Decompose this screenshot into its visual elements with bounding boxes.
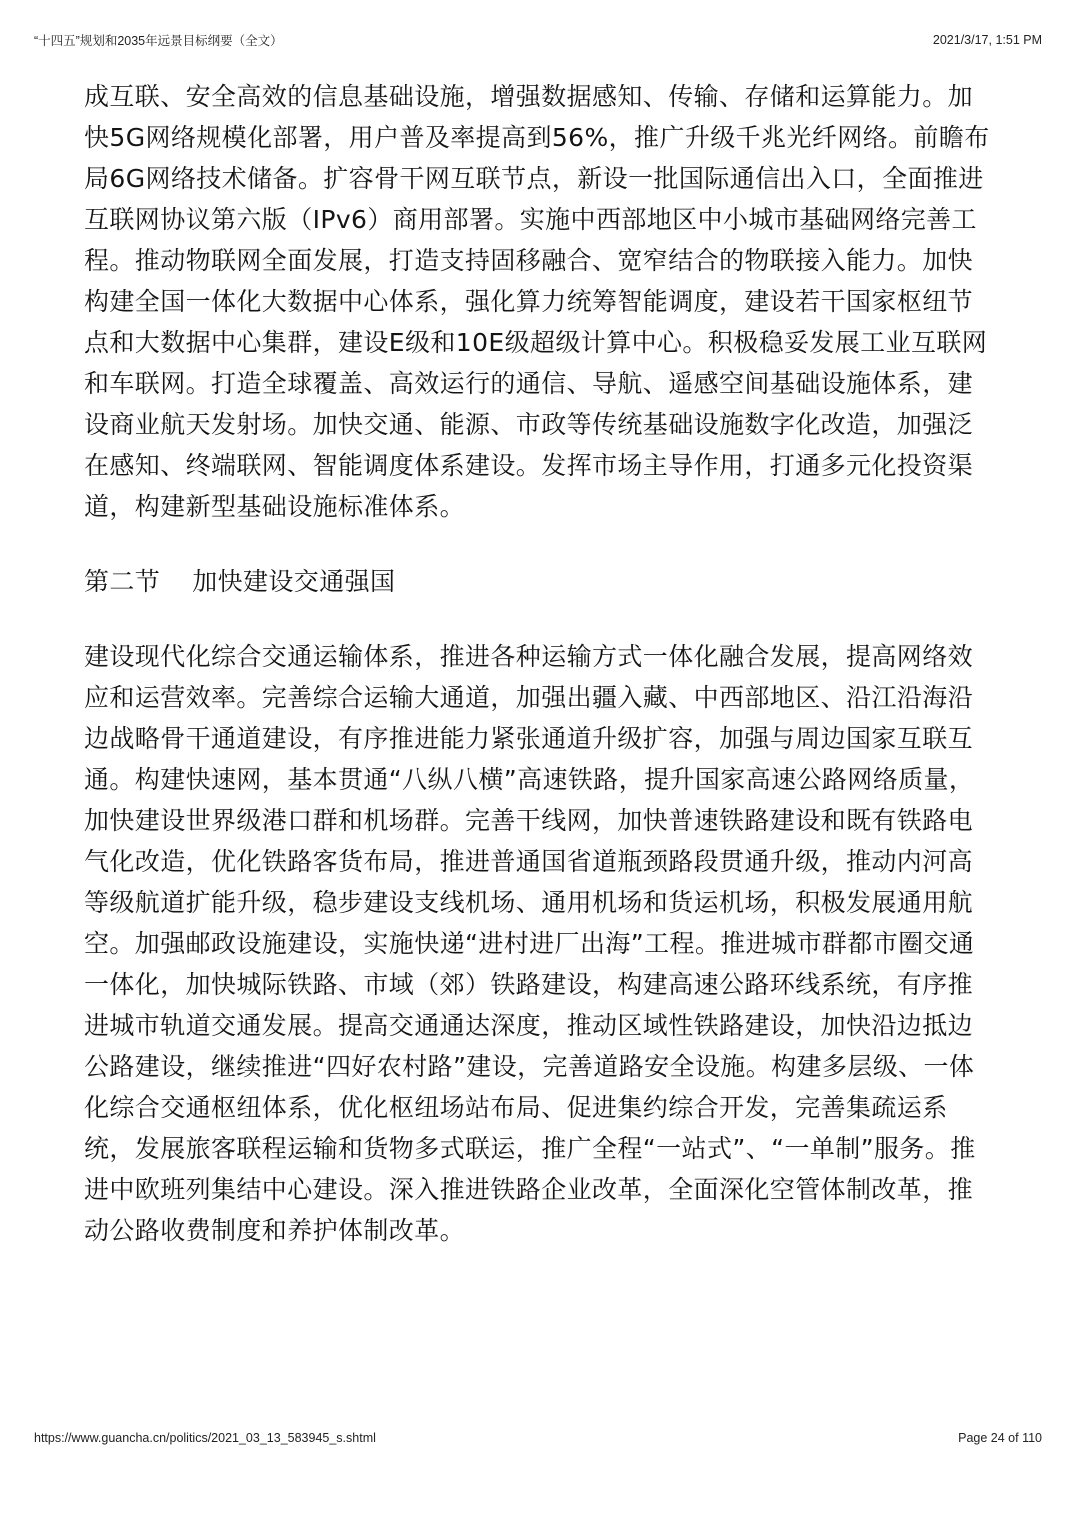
print-footer — [34, 1428, 1042, 1448]
source-url[interactable]: https://www.guancha.cn/politics/2021_03_13_583945_s.shtml — [34, 1431, 376, 1445]
article-content — [84, 76, 994, 1251]
document-title: “十四五”规划和2035年远景目标纲要（全文） — [34, 34, 283, 48]
paragraph-transport: 建设现代化综合交通运输体系，推进各种运输方式一体化融合发展，提高网络效应和运营效率。完善综合运输大通道，加强出疆入藏、中西部地区、沿江沿海沿边战略骨干通道建设，有序推进能力紧张通道升级扩容，加强与周边国家互联互通。构建快速网，基本贯通“八纵八横”高速铁路，提升国家高速公路网络质量，加快建设世界级港口群和机场群。完善干线网，加快普速铁路建设和既有铁路电气化改造，优化铁路客货布局，推进普通国省道瓶颈路段贯通升级，推动内河高等级航道扩能升级，稳步建设支线机场、通用机场和货运机场，积极发展通用航空。加强邮政设施建设，实施快递“进村进厂出海”工程。推进城市群都市圈交通一体化，加快城际铁路、市域（郊）铁路建设，构建高速公路环线系统，有序推进城市轨道交通发展。提高交通通达深度，推动区域性铁路建设，加快沿边抵边公路建设，继续推进“四好农村路”建设，完善道路安全设施。构建多层级、一体化综合交通枢纽体系，优化枢纽场站布局、促进集约综合开发，完善集疏运系统，发展旅客联程运输和货物多式联运，推广全程“一站式”、“一单制”服务。推进中欧班列集结中心建设。深入推进铁路企业改革，全面深化空管体制改革，推动公路收费制度和养护体制改革。 — [84, 642, 976, 1245]
print-datetime: 2021/3/17, 1:51 PM — [932, 33, 1042, 47]
paragraph-information-infrastructure: 成互联、安全高效的信息基础设施，增强数据感知、传输、存储和运算能力。加快5G网络规模化部署，用户普及率提高到56%，推广升级千兆光纤网络。前瞻布局6G网络技术储备。扩容骨干网互联节点，新设一批国际通信出入口，全面推进互联网协议第六版（IPv6）商用部署。实施中西部地区中小城市基础网络完善工程。推动物联网全面发展，打造支持固移融合、宽窄结合的物联接入能力。加快构建全国一体化大数据中心体系，强化算力统筹智能调度，建设若干国家枢纽节点和大数据中心集群，建设E级和10E级超级计算中心。积极稳妥发展工业互联网和车联网。打造全球覆盖、高效运行的通信、导航、遥感空间基础设施体系，建设商业航天发射场。加快交通、能源、市政等传统基础设施数字化改造，加强泛在感知、终端联网、智能调度体系建设。发挥市场主导作用，打通多元化投资渠道，构建新型基础设施标准体系。 — [84, 82, 990, 521]
section-title: 加快建设交通强国 — [192, 567, 396, 596]
print-header — [34, 30, 1042, 50]
page-indicator: Page 24 of 110 — [958, 1431, 1042, 1445]
section-number: 第二节 — [84, 567, 161, 596]
section-heading — [84, 561, 994, 602]
